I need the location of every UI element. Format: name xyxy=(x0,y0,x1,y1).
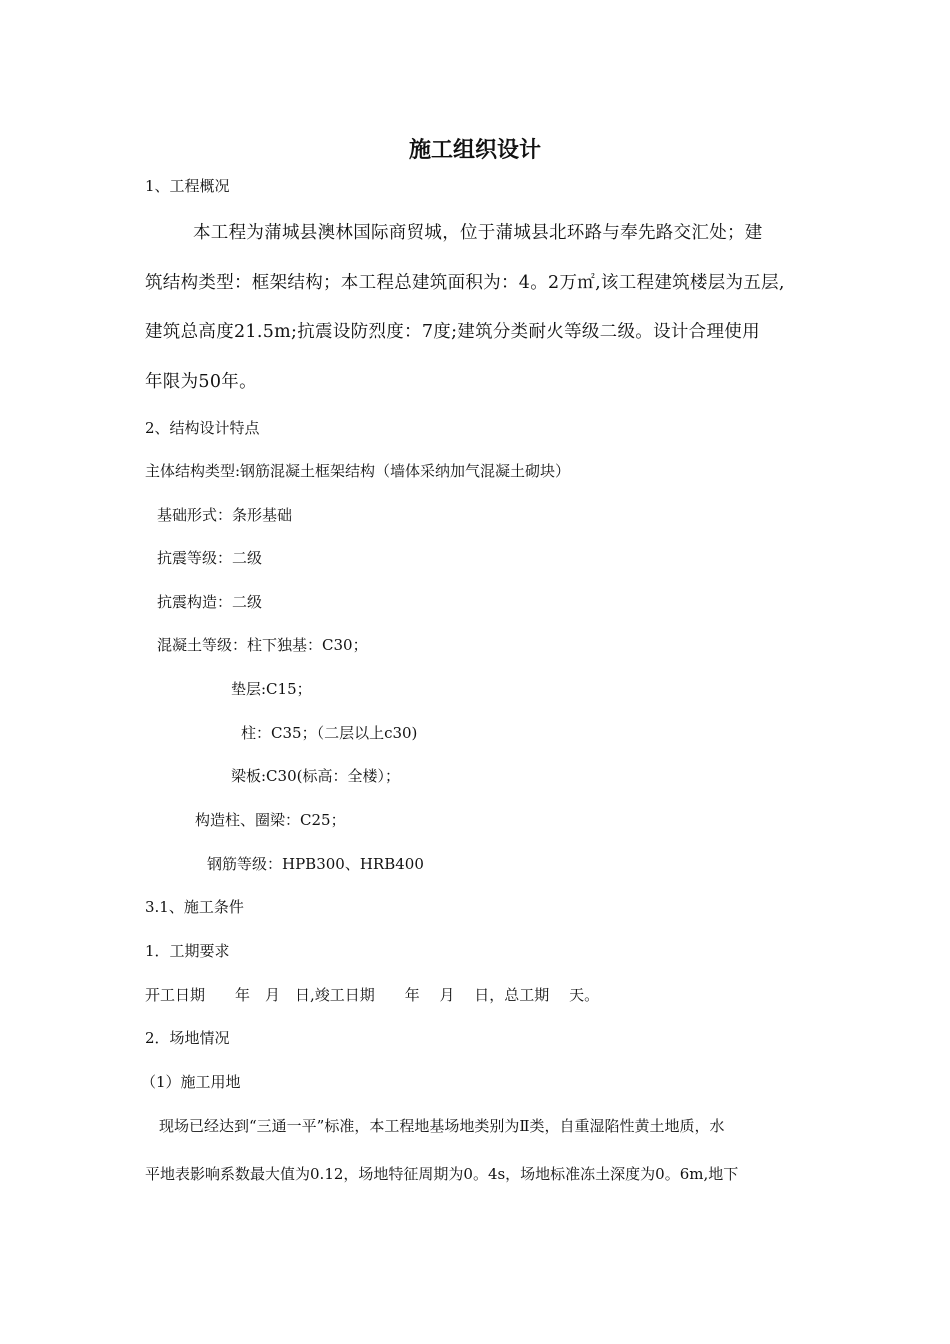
schedule-dates: 开工日期 年 月 日,竣工日期 年 月 日，总工期 天。 xyxy=(145,986,600,1004)
concrete-cushion: 垫层:C15； xyxy=(231,680,312,698)
construction-land-heading: （1）施工用地 xyxy=(141,1073,241,1091)
section-heading-construction-conditions: 3.1、施工条件 xyxy=(145,898,244,916)
rebar-grade: 钢筋等级：HPB300、HRB400 xyxy=(207,855,424,873)
main-structure-type: 主体结构类型:钢筋混凝土框架结构（墙体采纳加气混凝土砌块） xyxy=(145,462,571,480)
concrete-grade: 混凝土等级：柱下独基：C30； xyxy=(157,636,368,654)
foundation-type: 基础形式：条形基础 xyxy=(157,506,293,524)
document-title: 施工组织设计 xyxy=(408,138,541,163)
overview-paragraph-line-2: 筑结构类型：框架结构；本工程总建筑面积为：4。2万㎡,该工程建筑楼层为五层, xyxy=(145,273,785,293)
seismic-construction: 抗震构造：二级 xyxy=(157,593,263,611)
site-conditions-heading: 2．场地情况 xyxy=(145,1029,230,1047)
overview-paragraph-line-1: 本工程为蒲城县澳林国际商贸城，位于蒲城县北环路与奉先路交汇处；建 xyxy=(193,223,763,243)
site-paragraph-line-2: 平地表影响系数最大值为0.12，场地特征周期为0。4s，场地标准冻土深度为0。6m,地下 xyxy=(145,1165,739,1183)
schedule-requirement-heading: 1．工期要求 xyxy=(145,942,230,960)
section-heading-structure-design: 2、结构设计特点 xyxy=(145,419,260,437)
seismic-grade: 抗震等级：二级 xyxy=(157,549,263,567)
section-heading-project-overview: 1、工程概况 xyxy=(145,177,230,195)
concrete-beam-slab: 梁板:C30(标高：全楼）； xyxy=(231,767,400,785)
overview-paragraph-line-4: 年限为50年。 xyxy=(145,372,257,392)
overview-paragraph-line-3: 建筑总高度21.5m;抗震设防烈度：7度;建筑分类耐火等级二级。设计合理使用 xyxy=(145,322,760,342)
site-paragraph-line-1: 现场已经达到“三通一平”标准，本工程地基场地类别为Ⅱ类，自重湿陷性黄土地质，水 xyxy=(159,1117,725,1135)
construction-column-ring-beam: 构造柱、圈梁：C25； xyxy=(195,811,346,829)
concrete-column: 柱：C35；（二层以上c30) xyxy=(241,724,418,742)
